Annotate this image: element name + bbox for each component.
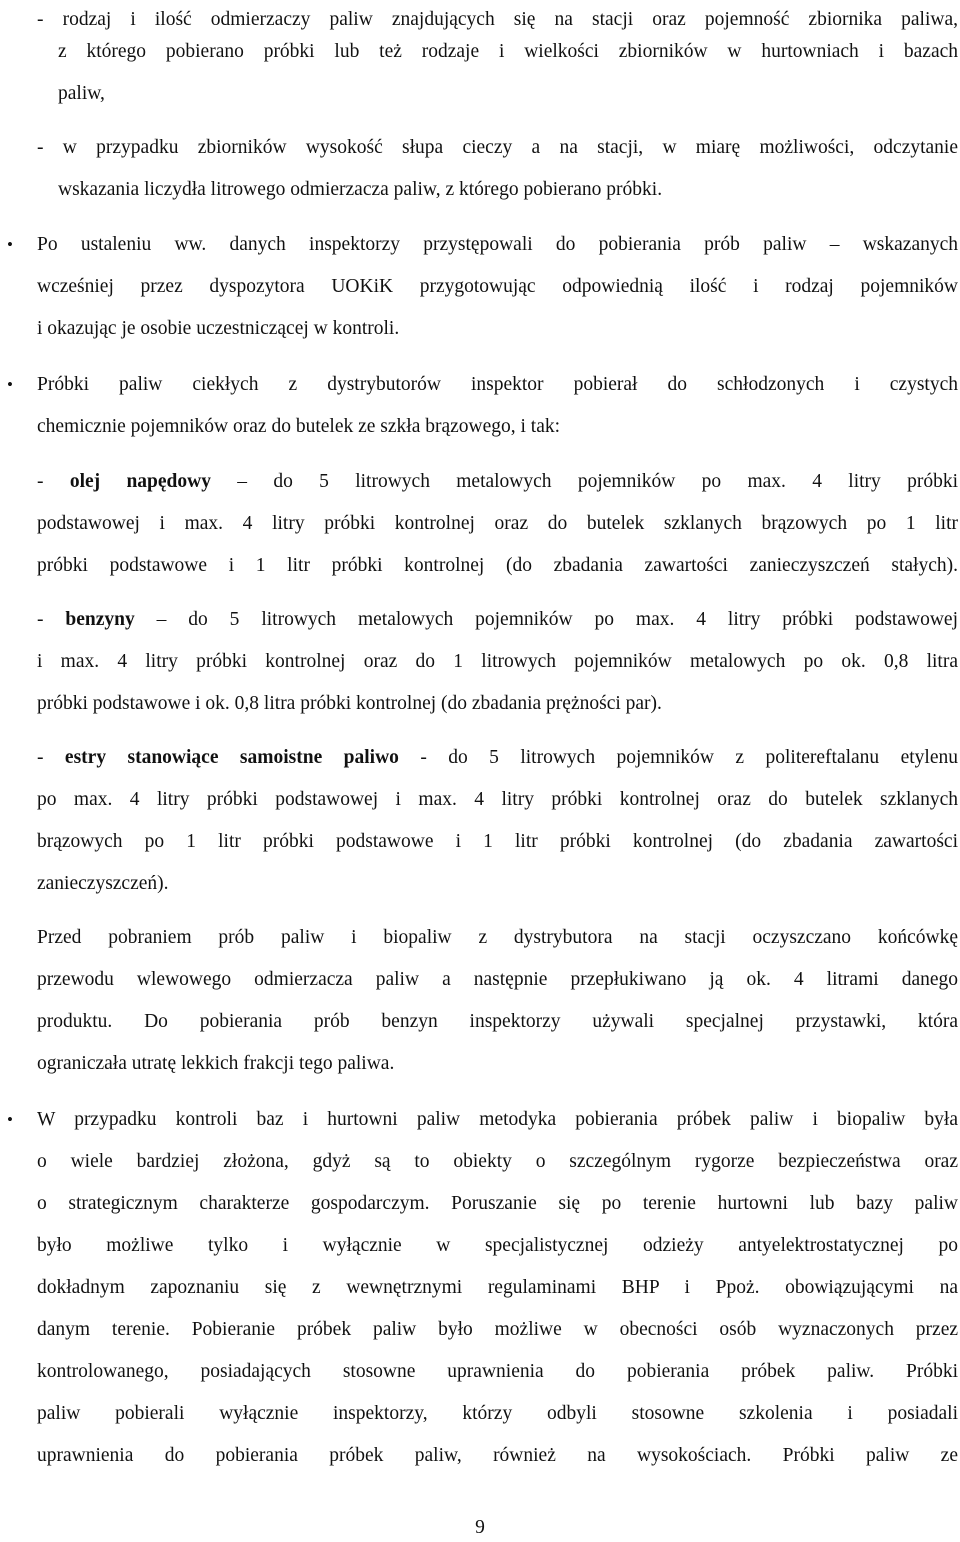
- text-line: uprawnienia do pobierania próbek paliw, również na wysokościach. Próbki paliw ze: [37, 1445, 958, 1466]
- text-line: produktu. Do pobierania prób benzyn inspektorzy używali specjalnej przystawki, która: [37, 1011, 958, 1032]
- text-line: przewodu wlewowego odmierzacza paliw a następnie przepłukiwano ją ok. 4 litrami danego: [37, 969, 958, 990]
- text-line: ograniczała utratę lekkich frakcji tego paliwa.: [37, 1053, 395, 1074]
- term-benzyny: benzyny: [65, 609, 135, 630]
- text-line: wcześniej przez dyspozytora UOKiK przygotowując odpowiednią ilość i rodzaj pojemników: [37, 276, 958, 297]
- text-line: danym terenie. Pobieranie próbek paliw było możliwe w obecności osób wyznaczonych przez: [37, 1319, 958, 1340]
- line-rest: – do 5 litrowych metalowych pojemników po max. 4 litry próbki: [210, 471, 958, 492]
- text-line: z którego pobierano próbki lub też rodzaje i wielkości zbiorników w hurtowniach i bazach: [58, 41, 958, 62]
- text-line-estry: [37, 744, 958, 772]
- text-line: wskazania liczydła litrowego odmierzacza paliw, z którego pobierano próbki.: [58, 179, 663, 200]
- text-line: kontrolowanego, posiadających stosowne uprawnienia do pobierania próbek paliw. Próbki: [37, 1361, 958, 1382]
- bullet-icon: •: [7, 235, 13, 254]
- dash: -: [37, 471, 70, 492]
- text-line: o strategicznym charakterze gospodarczym. Poruszanie się po terenie hurtowni lub bazy paliw: [37, 1193, 958, 1214]
- line-rest: - do 5 litrowych pojemników z politereftalanu etylenu: [398, 747, 958, 768]
- text-line: Próbki paliw ciekłych z dystrybutorów inspektor pobierał do schłodzonych i czystych: [37, 374, 958, 395]
- bullet-icon: •: [7, 375, 13, 394]
- text-line: W przypadku kontroli baz i hurtowni paliw metodyka pobierania próbek paliw i biopaliw była: [37, 1109, 958, 1130]
- text-line: o wiele bardziej złożona, gdyż są to obiekty o szczególnym rygorze bezpieczeństwa oraz: [37, 1151, 958, 1172]
- text-line: było możliwe tylko i wyłącznie w specjalistycznej odzieży antyelektrostatycznej po: [37, 1235, 958, 1256]
- bullet-icon: •: [7, 1110, 13, 1129]
- line-rest: – do 5 litrowych metalowych pojemników po max. 4 litry próbki podstawowej: [134, 609, 958, 630]
- term-olej-napedowy: olej napędowy: [69, 471, 211, 492]
- text-line: - w przypadku zbiorników wysokość słupa cieczy a na stacji, w miarę możliwości, odczytanie: [37, 137, 958, 158]
- text-line: paliw pobierali wyłącznie inspektorzy, którzy odbyli stosowne szkolenia i posiadali: [37, 1403, 958, 1424]
- text-line: Po ustaleniu ww. danych inspektorzy przystępowali do pobierania prób paliw – wskazanych: [37, 234, 958, 255]
- text-line: dokładnym zapoznaniu się z wewnętrznymi regulaminami BHP i Ppoż. obowiązującymi na: [37, 1277, 958, 1298]
- term-estry: estry stanowiące samoistne paliwo: [64, 747, 399, 768]
- text-line: próbki podstawowe i 1 litr próbki kontrolnej (do zbadania zawartości zanieczyszczeń stałych).: [37, 555, 958, 576]
- text-line: i max. 4 litry próbki kontrolnej oraz do 1 litrowych pojemników metalowych po ok. 0,8 litra: [37, 651, 958, 672]
- text-line: i okazując je osobie uczestniczącej w kontroli.: [37, 318, 400, 339]
- text-line: paliw,: [58, 83, 105, 104]
- text-line: zanieczyszczeń).: [37, 873, 169, 894]
- text-line: chemicznie pojemników oraz do butelek ze szkła brązowego, i tak:: [37, 416, 561, 437]
- text-line: po max. 4 litry próbki podstawowej i max. 4 litry próbki kontrolnej oraz do butelek szklanych: [37, 789, 958, 810]
- text-line: podstawowej i max. 4 litry próbki kontrolnej oraz do butelek szklanych brązowych po 1 litr: [37, 513, 958, 534]
- page-number: 9: [475, 1517, 485, 1538]
- text-line: próbki podstawowe i ok. 0,8 litra próbki kontrolnej (do zbadania prężności par).: [37, 693, 662, 714]
- text-line-olej: [37, 468, 958, 496]
- dash: -: [37, 747, 65, 768]
- text-line: brązowych po 1 litr próbki podstawowe i 1 litr próbki kontrolnej (do zbadania zawartości: [37, 831, 958, 852]
- text-line-benzyny: [37, 606, 958, 634]
- text-line: - rodzaj i ilość odmierzaczy paliw znajdujących się na stacji oraz pojemność zbiornika paliwa,: [37, 9, 958, 30]
- dash: -: [37, 609, 66, 630]
- text-line: Przed pobraniem prób paliw i biopaliw z dystrybutora na stacji oczyszczano końcówkę: [37, 927, 958, 948]
